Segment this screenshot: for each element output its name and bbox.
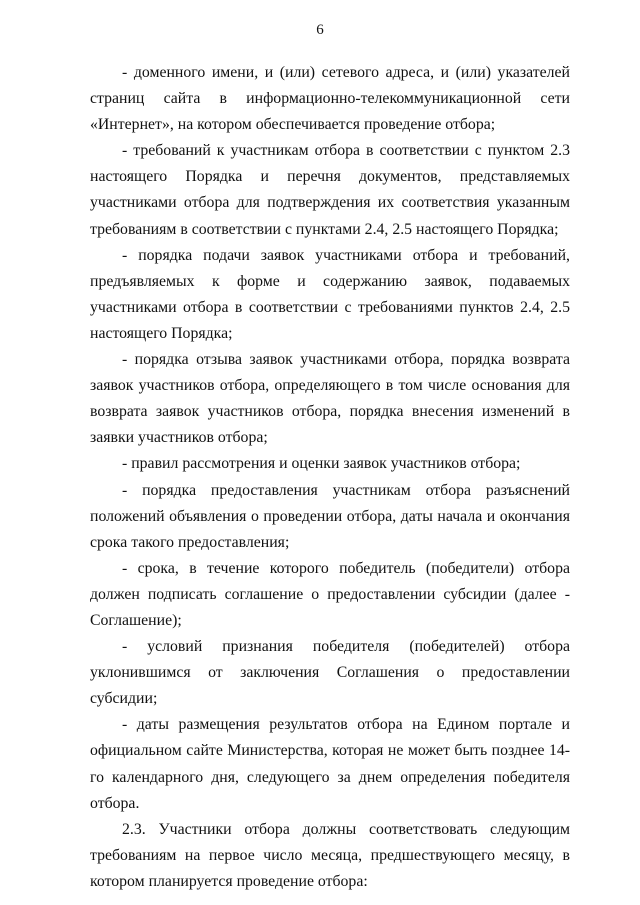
paragraph-domain-name: - доменного имени, и (или) сетевого адреса, и (или) указателей страниц сайта в информационно-телекоммуникационной сети «Интернет», на котором обеспечивается проведение отбора;: [90, 64, 570, 134]
paragraph-results-publication: - даты размещения результатов отбора на Едином портале и официальном сайте Министерства, которая не может быть позднее 14-го календарного дня, следующего за днем определения победителя отбора.: [90, 716, 570, 812]
paragraph-agreement-deadline: - срока, в течение которого победитель (победители) отбора должен подписать соглашение о предоставлении субсидии (далее - Соглашение);: [90, 559, 570, 629]
paragraph-section-2-3: 2.3. Участники отбора должны соответствовать следующим требованиям на первое число месяца, предшествующего месяцу, в котором планируется проведение отбора:: [90, 820, 570, 890]
paragraph-evasion-conditions: - условий признания победителя (победителей) отбора уклонившимся от заключения Соглашения о предоставлении субсидии;: [90, 638, 570, 708]
document-body: [90, 60, 570, 895]
paragraph-evaluation-rules: - правил рассмотрения и оценки заявок участников отбора;: [122, 455, 521, 473]
paragraph-application-withdrawal: - порядка отзыва заявок участниками отбора, порядка возврата заявок участников отбора, определяющего в том числе основания для возврата заявок участников отбора, порядка внесения изменений в заявки участников отбора;: [90, 351, 570, 447]
paragraph-participant-requirements: - требований к участникам отбора в соответствии с пунктом 2.3 настоящего Порядка и перечня документов, представляемых участниками отбора для подтверждения их соответствия указанным требованиям в соответствии с пунктами 2.4, 2.5 настоящего Порядка;: [90, 142, 570, 238]
page-number: 6: [316, 22, 324, 38]
paragraph-application-submission: - порядка подачи заявок участниками отбора и требований, предъявляемых к форме и содержанию заявок, подаваемых участниками отбора в соответствии с требованиями пунктов 2.4, 2.5 настоящего Порядка;: [90, 246, 570, 342]
paragraph-clarifications: - порядка предоставления участникам отбора разъяснений положений объявления о проведении отбора, даты начала и окончания срока такого предоставления;: [90, 481, 570, 551]
